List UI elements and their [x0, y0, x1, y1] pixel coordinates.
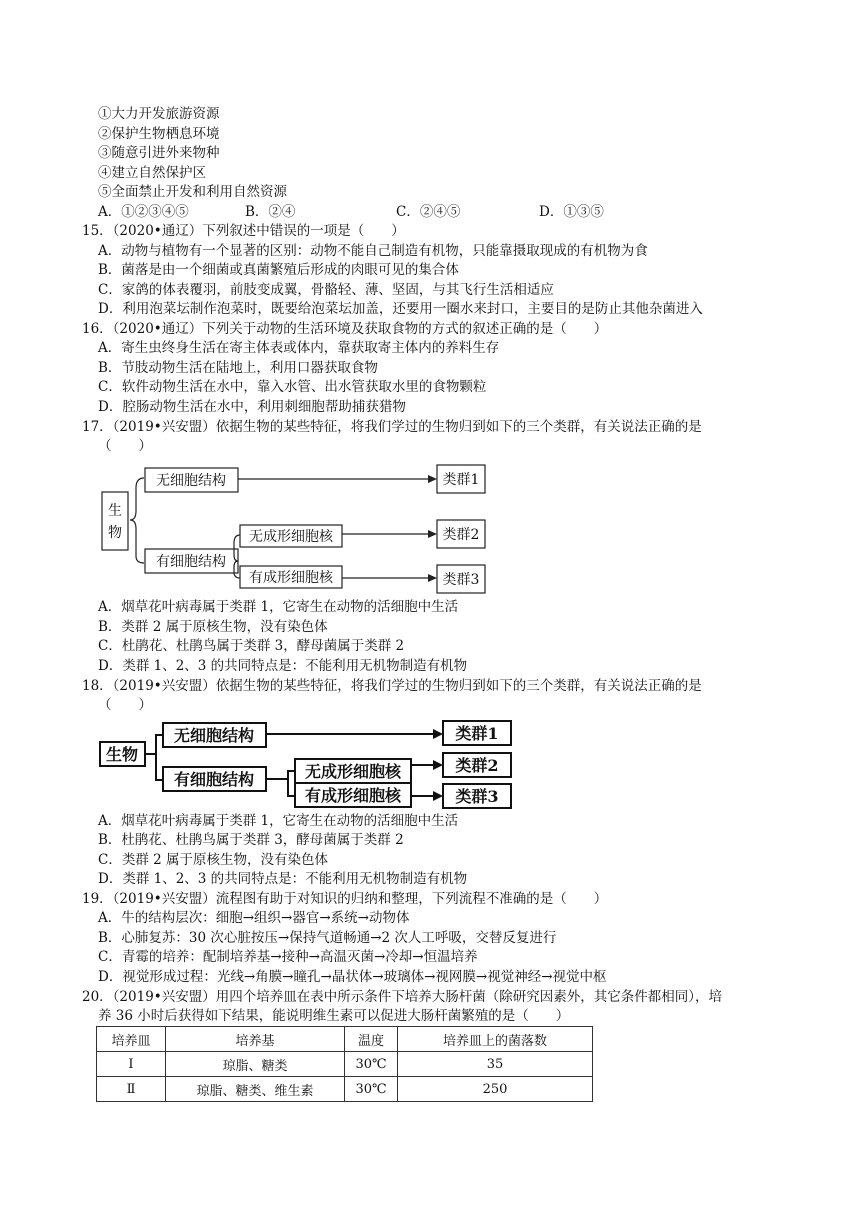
q14-option-b: B．②④ [245, 204, 296, 220]
q15-option-b: B．菌落是由一个细菌或真菌繁殖后形成的肉眼可见的集合体 [98, 262, 459, 278]
q19-stem: 19．（2019•兴安盟）流程图有助于对知识的归纳和整理，下列流程不准确的是（ ） [82, 891, 608, 907]
diagram2-has-nucleus: 有成形细胞核 [304, 786, 402, 805]
q17-classification-diagram [0, 458, 860, 598]
q19-option-a: A．牛的结构层次：细胞→组织→器官→系统→动物体 [98, 910, 410, 926]
q17-option-a: A．烟草花叶病毒属于类群 1，它寄生在动物的活细胞中生活 [98, 599, 459, 615]
culture-results-table [96, 1026, 593, 1102]
q17-stem-cont: （ ） [98, 438, 152, 454]
q18-stem-cont: （ ） [98, 697, 152, 713]
table-header-cell: 培养皿上的菌落数 [398, 1027, 593, 1052]
diagram2-group-3: 类群3 [455, 787, 499, 806]
q15-stem: 15．（2020•通辽）下列叙述中错误的一项是（ ） [82, 223, 405, 239]
table-header-cell: 培养皿 [97, 1027, 166, 1052]
table-row [97, 1052, 593, 1077]
q17-option-c: C．杜鹃花、杜鹃鸟属于类群 3，酵母菌属于类群 2 [98, 638, 405, 654]
table-cell: 30℃ [345, 1077, 398, 1102]
q20-stem: 20．（2019•兴安盟）用四个培养皿在表中所示条件下培养大肠杆菌（除研究因素外，其它条件都相同），培 [82, 989, 722, 1005]
q18-classification-diagram [0, 716, 860, 812]
diagram-group-1: 类群1 [442, 472, 480, 488]
diagram2-group-2: 类群2 [455, 756, 499, 775]
table-header-row [97, 1027, 593, 1052]
diagram-has-cell: 有细胞结构 [156, 554, 226, 570]
q15-option-d: D．利用泡菜坛制作泡菜时，既要给泡菜坛加盖，还要用一圈水来封口，主要目的是防止其他杂菌进入 [98, 301, 703, 317]
diagram-group-3: 类群3 [442, 572, 480, 588]
q18-option-d: D．类群 1、2、3 的共同特点是：不能利用无机物制造有机物 [98, 871, 468, 887]
diagram2-no-cell: 无细胞结构 [173, 726, 255, 745]
table-header-cell: 培养基 [166, 1027, 345, 1052]
table-cell: 35 [398, 1052, 593, 1077]
q17-option-b: B．类群 2 属于原核生物，没有染色体 [98, 619, 328, 635]
q14-option-d: D．①③⑤ [539, 204, 604, 220]
diagram-no-cell: 无细胞结构 [156, 473, 226, 489]
q18-option-a: A．烟草花叶病毒属于类群 1，它寄生在动物的活细胞中生活 [98, 813, 459, 829]
diagram-group-2: 类群2 [442, 527, 480, 543]
q14-item-5: ⑤全面禁止开发和利用自然资源 [98, 184, 287, 200]
diagram-root-char-1: 生 [108, 503, 122, 519]
q17-stem: 17．（2019•兴安盟）依据生物的某些特征，将我们学过的生物归到如下的三个类群，有关说法正确的是 [82, 419, 702, 435]
diagram-no-nucleus: 无成形细胞核 [249, 529, 333, 545]
q14-item-1: ①大力开发旅游资源 [98, 106, 220, 122]
q14-item-4: ④建立自然保护区 [98, 165, 206, 181]
q16-option-d: D．腔肠动物生活在水中，利用刺细胞帮助捕获猎物 [98, 399, 406, 415]
q19-option-d: D．视觉形成过程：光线→角膜→瞳孔→晶状体→玻璃体→视网膜→视觉神经→视觉中枢 [98, 969, 607, 985]
q16-option-c: C．软件动物生活在水中，靠入水管、出水管获取水里的食物颗粒 [98, 379, 487, 395]
table-cell: 琼脂、糖类、维生素 [166, 1077, 345, 1102]
table-cell: 琼脂、糖类 [166, 1052, 345, 1077]
q16-option-b: B．节肢动物生活在陆地上，利用口器获取食物 [98, 360, 378, 376]
q20-stem-cont: 养 36 小时后获得如下结果，能说明维生素可以促进大肠杆菌繁殖的是（ ） [98, 1008, 570, 1024]
diagram2-root: 生物 [105, 745, 139, 764]
q14-item-2: ②保护生物栖息环境 [98, 126, 220, 142]
q18-option-b: B．杜鹃花、杜鹃鸟属于类群 3，酵母菌属于类群 2 [98, 832, 404, 848]
q18-stem: 18．（2019•兴安盟）依据生物的某些特征，将我们学过的生物归到如下的三个类群，有关说法正确的是 [82, 678, 702, 694]
q14-item-3: ③随意引进外来物种 [98, 145, 220, 161]
diagram2-no-nucleus: 无成形细胞核 [304, 762, 402, 781]
q19-option-c: C．青霉的培养：配制培养基→接种→高温灭菌→冷却→恒温培养 [98, 949, 478, 965]
table-header-cell: 温度 [345, 1027, 398, 1052]
q16-option-a: A．寄生虫终身生活在寄主体表或体内，靠获取寄主体内的养料生存 [98, 340, 500, 356]
q15-option-a: A．动物与植物有一个显著的区别：动物不能自己制造有机物，只能靠摄取现成的有机物为食 [98, 243, 648, 259]
q18-option-c: C．类群 2 属于原核生物，没有染色体 [98, 852, 329, 868]
diagram2-group-1: 类群1 [455, 724, 499, 743]
q14-options [0, 203, 860, 222]
table-cell: 250 [398, 1077, 593, 1102]
table-cell: Ⅱ [97, 1077, 166, 1102]
q15-option-c: C．家鸽的体表覆羽，前肢变成翼，骨骼轻、薄、坚固，与其飞行生活相适应 [98, 282, 554, 298]
q14-option-a: A．①②③④⑤ [98, 204, 189, 220]
diagram2-has-cell: 有细胞结构 [173, 770, 255, 789]
q19-option-b: B．心肺复苏：30 次心脏按压→保持气道畅通→2 次人工呼吸，交替反复进行 [98, 930, 557, 946]
q17-option-d: D．类群 1、2、3 的共同特点是：不能利用无机物制造有机物 [98, 658, 468, 674]
q16-stem: 16．（2020•通辽）下列关于动物的生活环境及获取食物的方式的叙述正确的是（ ） [82, 321, 608, 337]
diagram-root-char-2: 物 [108, 525, 122, 541]
diagram-has-nucleus: 有成形细胞核 [249, 570, 333, 586]
table-row [97, 1077, 593, 1102]
table-cell: Ⅰ [97, 1052, 166, 1077]
q14-option-c: C．②④⑤ [396, 204, 461, 220]
table-cell: 30℃ [345, 1052, 398, 1077]
